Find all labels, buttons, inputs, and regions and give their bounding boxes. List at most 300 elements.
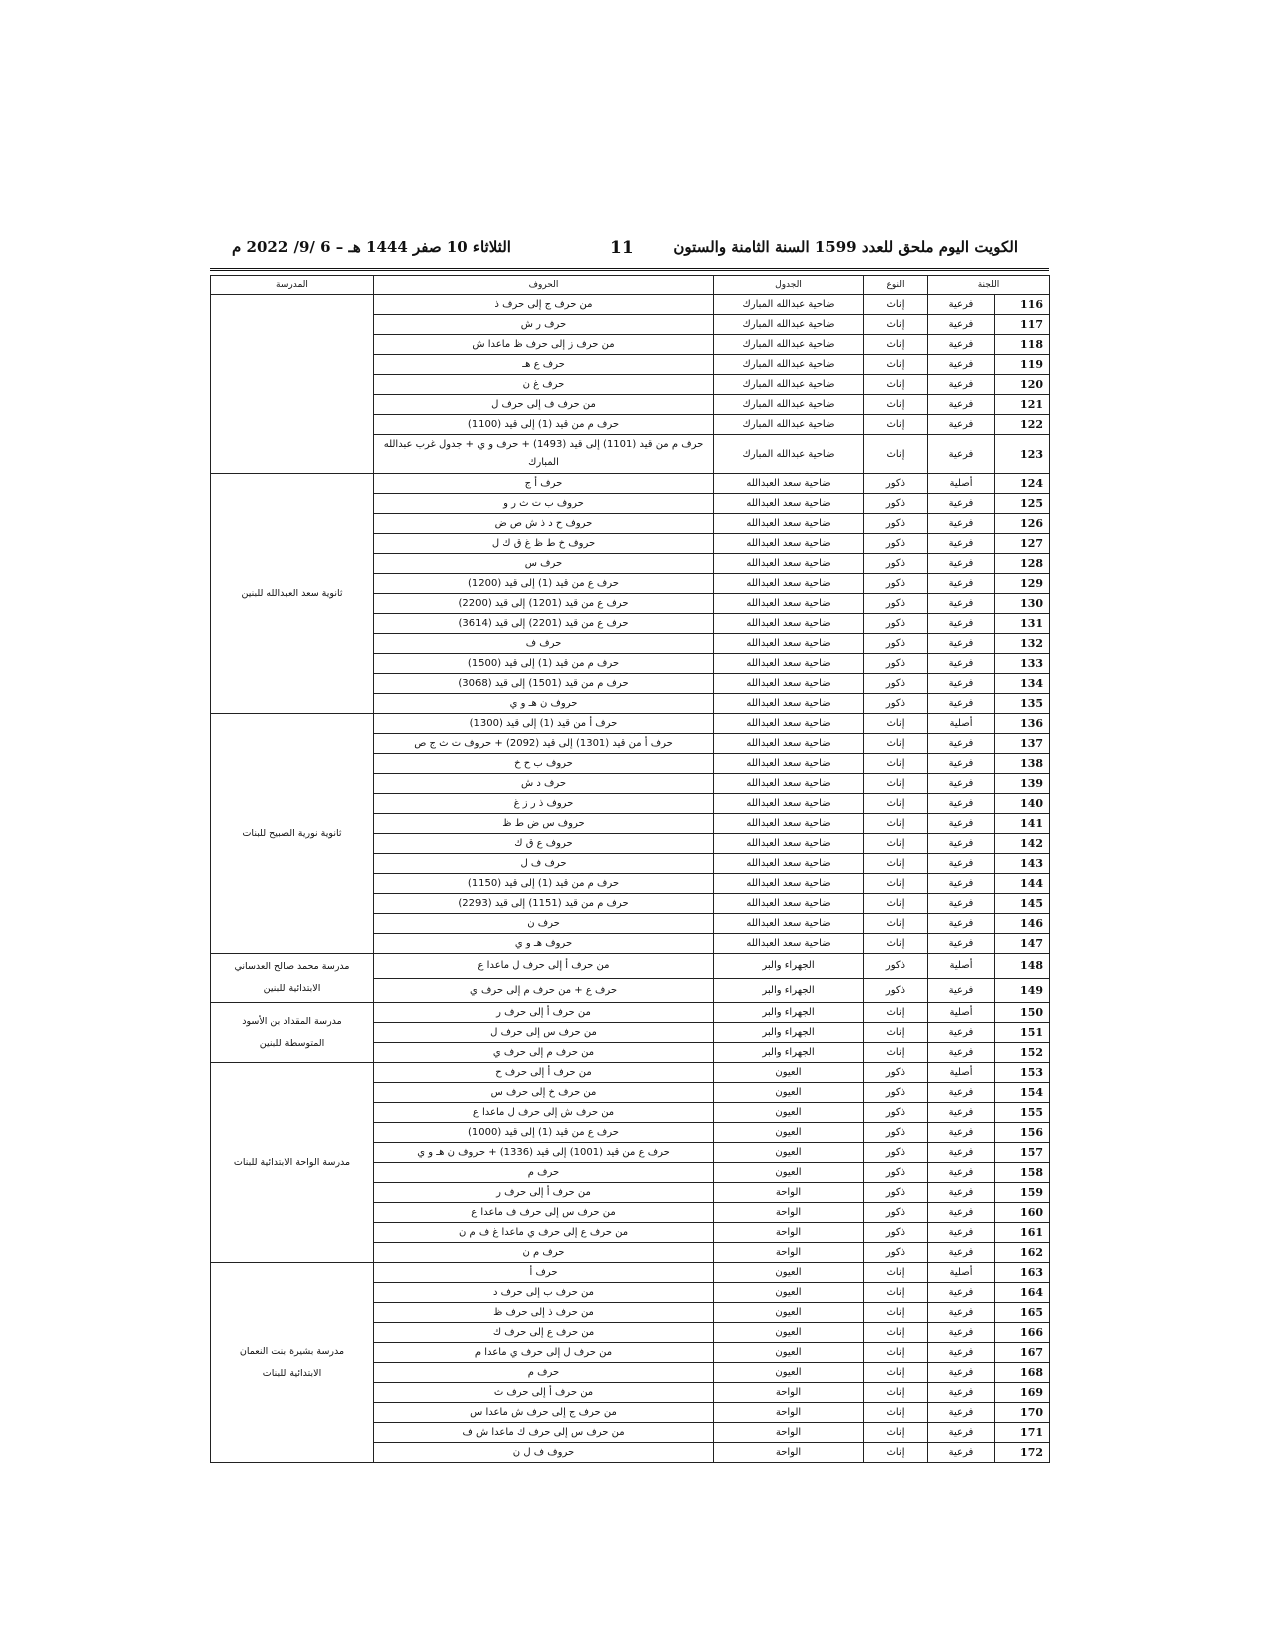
gender-type: ذكور [864,574,928,594]
gender-type: ذكور [864,1163,928,1183]
letters-range: حرف م من قيد (1) إلى قيد (1150) [374,874,714,894]
committee-number: 117 [995,315,1050,335]
schedule-area: ضاحية عبدالله المبارك [714,375,864,395]
school-name: ثانوية سعد العبدالله للبنين [211,474,374,714]
letters-range: حرف م [374,1363,714,1383]
letters-range: حرف ع من قيد (1) إلى قيد (1200) [374,574,714,594]
committee-kind: فرعية [928,574,995,594]
committee-kind: فرعية [928,978,995,1003]
schedule-area: العيون [714,1323,864,1343]
schedule-area: ضاحية سعد العبدالله [714,854,864,874]
gender-type: إناث [864,335,928,355]
letters-range: حرف م من قيد (1501) إلى قيد (3068) [374,674,714,694]
letters-range: من حرف ل إلى حرف ي ماعدا م [374,1343,714,1363]
committee-number: 151 [995,1023,1050,1043]
letters-range: من حرف ب إلى حرف د [374,1283,714,1303]
gender-type: إناث [864,395,928,415]
schedule-area: العيون [714,1123,864,1143]
committee-number: 135 [995,694,1050,714]
schedule-area: العيون [714,1143,864,1163]
committee-kind: فرعية [928,1163,995,1183]
committee-kind: فرعية [928,355,995,375]
header-rule [210,268,1049,271]
gender-type: إناث [864,894,928,914]
committee-kind: فرعية [928,874,995,894]
gender-type: إناث [864,1023,928,1043]
schedule-area: الواحة [714,1243,864,1263]
committee-kind: فرعية [928,854,995,874]
gender-type: إناث [864,1003,928,1023]
header-type: النوع [864,276,928,295]
gender-type: إناث [864,1323,928,1343]
schedule-area: ضاحية سعد العبدالله [714,514,864,534]
schedule-area: ضاحية سعد العبدالله [714,654,864,674]
committee-kind: فرعية [928,514,995,534]
committee-kind: فرعية [928,914,995,934]
school-name: مدرسة محمد صالح العدساني الابتدائية للبنين [211,954,374,1003]
committee-kind: فرعية [928,1083,995,1103]
header-letters: الحروف [374,276,714,295]
letters-range: حروف ذ ر ز غ [374,794,714,814]
letters-range: حرف م ن [374,1243,714,1263]
letters-range: حرف ف ل [374,854,714,874]
committee-kind: فرعية [928,1223,995,1243]
schedule-area: ضاحية عبدالله المبارك [714,395,864,415]
schedule-area: الواحة [714,1383,864,1403]
letters-range: من حرف ش إلى حرف ل ماعدا ع [374,1103,714,1123]
gender-type: إناث [864,1263,928,1283]
letters-range: من حرف ج إلى حرف ذ [374,295,714,315]
committee-kind: فرعية [928,774,995,794]
gender-type: ذكور [864,1083,928,1103]
schedule-area: ضاحية عبدالله المبارك [714,315,864,335]
gender-type: إناث [864,315,928,335]
committee-number: 133 [995,654,1050,674]
committee-number: 123 [995,435,1050,474]
committee-kind: فرعية [928,1363,995,1383]
letters-range: من حرف ذ إلى حرف ظ [374,1303,714,1323]
gender-type: ذكور [864,554,928,574]
letters-range: حرف ع من قيد (1001) إلى قيد (1336) + حروف ن هـ و ي [374,1143,714,1163]
letters-range: حروف ف ل ن [374,1443,714,1463]
schedule-area: ضاحية عبدالله المبارك [714,355,864,375]
committee-kind: أصلية [928,1263,995,1283]
committee-kind: فرعية [928,1103,995,1123]
committee-number: 147 [995,934,1050,954]
table-body [211,295,1050,1463]
schedule-area: ضاحية سعد العبدالله [714,914,864,934]
committee-number: 157 [995,1143,1050,1163]
committee-kind: فرعية [928,1303,995,1323]
table-row [211,714,1050,734]
schedule-area: ضاحية سعد العبدالله [714,574,864,594]
table-row [211,295,1050,315]
committee-kind: فرعية [928,934,995,954]
committee-kind: فرعية [928,1043,995,1063]
gender-type: ذكور [864,1103,928,1123]
committee-number: 172 [995,1443,1050,1463]
gender-type: ذكور [864,1223,928,1243]
schedule-area: ضاحية سعد العبدالله [714,614,864,634]
schedule-area: الواحة [714,1403,864,1423]
committee-kind: فرعية [928,614,995,634]
schedule-area: ضاحية سعد العبدالله [714,674,864,694]
letters-range: من حرف ف إلى حرف ل [374,395,714,415]
committee-kind: أصلية [928,1003,995,1023]
gender-type: إناث [864,874,928,894]
gender-type: ذكور [864,1183,928,1203]
gender-type: ذكور [864,1143,928,1163]
letters-range: من حرف ع إلى حرف ك [374,1323,714,1343]
schedule-area: ضاحية سعد العبدالله [714,754,864,774]
schedule-area: العيون [714,1343,864,1363]
committees-table [210,275,1050,1463]
schedule-area: ضاحية عبدالله المبارك [714,335,864,355]
letters-range: من حرف ج إلى حرف ش ماعدا س [374,1403,714,1423]
letters-range: حرف م من قيد (1151) إلى قيد (2293) [374,894,714,914]
schedule-area: العيون [714,1103,864,1123]
gender-type: إناث [864,734,928,754]
schedule-area: الواحة [714,1223,864,1243]
schedule-area: ضاحية سعد العبدالله [714,714,864,734]
schedule-area: ضاحية سعد العبدالله [714,874,864,894]
schedule-area: الواحة [714,1443,864,1463]
committee-kind: فرعية [928,634,995,654]
committee-number: 145 [995,894,1050,914]
committee-kind: فرعية [928,315,995,335]
gender-type: ذكور [864,474,928,494]
committee-number: 167 [995,1343,1050,1363]
committee-number: 164 [995,1283,1050,1303]
committee-number: 141 [995,814,1050,834]
committee-kind: فرعية [928,654,995,674]
letters-range: من حرف أ إلى حرف ر [374,1003,714,1023]
gender-type: ذكور [864,494,928,514]
schedule-area: العيون [714,1263,864,1283]
committee-kind: فرعية [928,435,995,474]
schedule-area: ضاحية سعد العبدالله [714,534,864,554]
gender-type: إناث [864,1363,928,1383]
schedule-area: ضاحية عبدالله المبارك [714,415,864,435]
gender-type: ذكور [864,674,928,694]
committee-kind: فرعية [928,814,995,834]
schedule-area: ضاحية سعد العبدالله [714,814,864,834]
committee-kind: فرعية [928,1243,995,1263]
committee-kind: فرعية [928,554,995,574]
letters-range: حرف ف [374,634,714,654]
committee-number: 122 [995,415,1050,435]
school-name: مدرسة المقداد بن الأسود المتوسطة للبنين [211,1003,374,1063]
letters-range: حروف ع ق ك [374,834,714,854]
gender-type: إناث [864,1383,928,1403]
gender-type: ذكور [864,978,928,1003]
table-row [211,474,1050,494]
committee-kind: فرعية [928,794,995,814]
committee-number: 129 [995,574,1050,594]
letters-range: حرف م [374,1163,714,1183]
committee-number: 116 [995,295,1050,315]
schedule-area: العيون [714,1083,864,1103]
committee-number: 119 [995,355,1050,375]
gender-type: إناث [864,1303,928,1323]
committee-kind: فرعية [928,534,995,554]
gender-type: إناث [864,435,928,474]
schedule-area: الجهراء والبر [714,978,864,1003]
committee-kind: فرعية [928,1183,995,1203]
committee-number: 143 [995,854,1050,874]
letters-range: من حرف أ إلى حرف ل ماعدا ع [374,954,714,979]
schedule-area: الواحة [714,1423,864,1443]
letters-range: من حرف س إلى حرف ف ماعدا ع [374,1203,714,1223]
schedule-area: ضاحية سعد العبدالله [714,594,864,614]
committee-number: 166 [995,1323,1050,1343]
gender-type: ذكور [864,1123,928,1143]
committee-number: 142 [995,834,1050,854]
school-name: مدرسة الواحة الابتدائية للبنات [211,1063,374,1263]
table-row [211,1263,1050,1283]
gender-type: إناث [864,794,928,814]
schedule-area: الجهراء والبر [714,954,864,979]
page-header [232,238,1018,266]
committee-number: 161 [995,1223,1050,1243]
schedule-area: ضاحية سعد العبدالله [714,794,864,814]
gender-type: ذكور [864,514,928,534]
school-name: ثانوية نورية الصبيح للبنات [211,714,374,954]
letters-range: حروف ب ت ث ر و [374,494,714,514]
letters-range: حرف ع من قيد (1) إلى قيد (1000) [374,1123,714,1143]
committee-kind: فرعية [928,674,995,694]
committee-number: 126 [995,514,1050,534]
committee-kind: فرعية [928,1383,995,1403]
letters-range: من حرف أ إلى حرف ر [374,1183,714,1203]
committee-kind: فرعية [928,1203,995,1223]
committee-number: 132 [995,634,1050,654]
committee-number: 152 [995,1043,1050,1063]
committee-number: 150 [995,1003,1050,1023]
committee-kind: أصلية [928,1063,995,1083]
committee-number: 139 [995,774,1050,794]
letters-range: من حرف أ إلى حرف ح [374,1063,714,1083]
committee-kind: فرعية [928,1283,995,1303]
letters-range: حرف ع من قيد (1201) إلى قيد (2200) [374,594,714,614]
letters-range: حرف أ [374,1263,714,1283]
gender-type: إناث [864,834,928,854]
committee-kind: فرعية [928,1323,995,1343]
letters-range: حروف ح د ذ ش ص ض [374,514,714,534]
schedule-area: ضاحية سعد العبدالله [714,774,864,794]
committee-number: 127 [995,534,1050,554]
committee-kind: فرعية [928,1343,995,1363]
schedule-area: ضاحية سعد العبدالله [714,494,864,514]
schedule-area: ضاحية سعد العبدالله [714,734,864,754]
schedule-area: ضاحية سعد العبدالله [714,834,864,854]
letters-range: من حرف ز إلى حرف ظ ماعدا ش [374,335,714,355]
committee-number: 140 [995,794,1050,814]
gender-type: ذكور [864,694,928,714]
committee-number: 144 [995,874,1050,894]
committee-number: 131 [995,614,1050,634]
schedule-area: الجهراء والبر [714,1043,864,1063]
letters-range: حرف ر ش [374,315,714,335]
schedule-area: ضاحية عبدالله المبارك [714,435,864,474]
committee-number: 128 [995,554,1050,574]
letters-range: حرف ع + من حرف م إلى حرف ي [374,978,714,1003]
gender-type: إناث [864,1403,928,1423]
schedule-area: ضاحية عبدالله المبارك [714,295,864,315]
schedule-area: ضاحية سعد العبدالله [714,634,864,654]
letters-range: من حرف س إلى حرف ك ماعدا ش ف [374,1423,714,1443]
letters-range: حرف أ من قيد (1301) إلى قيد (2092) + حروف ت ث ج ص [374,734,714,754]
gender-type: إناث [864,814,928,834]
committee-number: 149 [995,978,1050,1003]
schedule-area: ضاحية سعد العبدالله [714,894,864,914]
committee-kind: فرعية [928,295,995,315]
committee-number: 124 [995,474,1050,494]
committee-number: 159 [995,1183,1050,1203]
letters-range: حروف س ض ط ظ [374,814,714,834]
schedule-area: العيون [714,1363,864,1383]
committee-number: 154 [995,1083,1050,1103]
letters-range: حروف خ ط ظ غ ق ك ل [374,534,714,554]
gender-type: إناث [864,355,928,375]
gender-type: إناث [864,854,928,874]
committee-number: 171 [995,1423,1050,1443]
committee-number: 125 [995,494,1050,514]
committee-kind: فرعية [928,1403,995,1423]
committee-kind: فرعية [928,1023,995,1043]
issue-date: الثلاثاء 10 صفر 1444 هـ – 6 /9/ 2022 م [232,238,511,256]
letters-range: حروف ن هـ و ي [374,694,714,714]
committee-number: 120 [995,375,1050,395]
letters-range: من حرف خ إلى حرف س [374,1083,714,1103]
committee-number: 162 [995,1243,1050,1263]
schedule-area: العيون [714,1283,864,1303]
committee-number: 155 [995,1103,1050,1123]
committee-kind: فرعية [928,335,995,355]
school-name: مدرسة بشيرة بنت النعمان الابتدائية للبنات [211,1263,374,1463]
letters-range: حرف ع من قيد (2201) إلى قيد (3614) [374,614,714,634]
gender-type: إناث [864,714,928,734]
gender-type: ذكور [864,654,928,674]
table-row [211,954,1050,979]
committee-number: 156 [995,1123,1050,1143]
header-school: المدرسة [211,276,374,295]
committee-kind: أصلية [928,954,995,979]
committee-kind: فرعية [928,594,995,614]
committee-kind: فرعية [928,894,995,914]
gender-type: ذكور [864,1203,928,1223]
committee-number: 169 [995,1383,1050,1403]
letters-range: حرف أ ج [374,474,714,494]
committee-kind: فرعية [928,494,995,514]
schedule-area: الواحة [714,1203,864,1223]
header-committee: اللجنة [928,276,1050,295]
letters-range: من حرف م إلى حرف ي [374,1043,714,1063]
gender-type: إناث [864,934,928,954]
committee-kind: فرعية [928,1423,995,1443]
header-schedule: الجدول [714,276,864,295]
letters-range: حرف د ش [374,774,714,794]
gender-type: ذكور [864,614,928,634]
committee-number: 153 [995,1063,1050,1083]
table-row [211,1063,1050,1083]
schedule-area: ضاحية سعد العبدالله [714,474,864,494]
committee-number: 165 [995,1303,1050,1323]
school-name [211,295,374,474]
letters-range: حرف ع هـ [374,355,714,375]
committee-number: 158 [995,1163,1050,1183]
committee-kind: أصلية [928,474,995,494]
gender-type: إناث [864,1283,928,1303]
letters-range: حرف س [374,554,714,574]
schedule-area: العيون [714,1303,864,1323]
gender-type: إناث [864,774,928,794]
gender-type: ذكور [864,594,928,614]
letters-range: من حرف س إلى حرف ل [374,1023,714,1043]
committee-kind: فرعية [928,734,995,754]
letters-range: حرف أ من قيد (1) إلى قيد (1300) [374,714,714,734]
schedule-area: ضاحية سعد العبدالله [714,554,864,574]
gender-type: ذكور [864,1243,928,1263]
committee-number: 138 [995,754,1050,774]
committee-number: 136 [995,714,1050,734]
committee-kind: فرعية [928,834,995,854]
gender-type: إناث [864,1343,928,1363]
committee-kind: فرعية [928,1143,995,1163]
gender-type: إناث [864,1043,928,1063]
table-row [211,1003,1050,1023]
committee-kind: فرعية [928,754,995,774]
committee-number: 160 [995,1203,1050,1223]
committee-kind: فرعية [928,1123,995,1143]
gender-type: ذكور [864,534,928,554]
schedule-area: الجهراء والبر [714,1003,864,1023]
committee-number: 137 [995,734,1050,754]
gender-type: ذكور [864,954,928,979]
gender-type: إناث [864,1443,928,1463]
committee-kind: فرعية [928,1443,995,1463]
committee-number: 130 [995,594,1050,614]
page-number: 11 [610,238,634,258]
letters-range: حروف ب ح خ [374,754,714,774]
letters-range: من حرف ع إلى حرف ي ماعدا غ ف م ن [374,1223,714,1243]
committee-number: 148 [995,954,1050,979]
committee-number: 134 [995,674,1050,694]
committee-number: 163 [995,1263,1050,1283]
letters-range: حرف م من قيد (1) إلى قيد (1500) [374,654,714,674]
letters-range: حرف م من قيد (1101) إلى قيد (1493) + حرف و ي + جدول غرب عبدالله المبارك [374,435,714,474]
committee-kind: فرعية [928,375,995,395]
letters-range: حرف ن [374,914,714,934]
gender-type: إناث [864,375,928,395]
gender-type: إناث [864,415,928,435]
committee-number: 118 [995,335,1050,355]
schedule-area: ضاحية سعد العبدالله [714,694,864,714]
table-header-row [211,276,1050,295]
committee-kind: أصلية [928,714,995,734]
committee-number: 121 [995,395,1050,415]
letters-range: حرف غ ن [374,375,714,395]
schedule-area: الواحة [714,1183,864,1203]
committee-kind: فرعية [928,395,995,415]
schedule-area: الجهراء والبر [714,1023,864,1043]
schedule-area: العيون [714,1063,864,1083]
committee-number: 170 [995,1403,1050,1423]
gender-type: ذكور [864,1063,928,1083]
gender-type: إناث [864,295,928,315]
committee-number: 146 [995,914,1050,934]
schedule-area: العيون [714,1163,864,1183]
